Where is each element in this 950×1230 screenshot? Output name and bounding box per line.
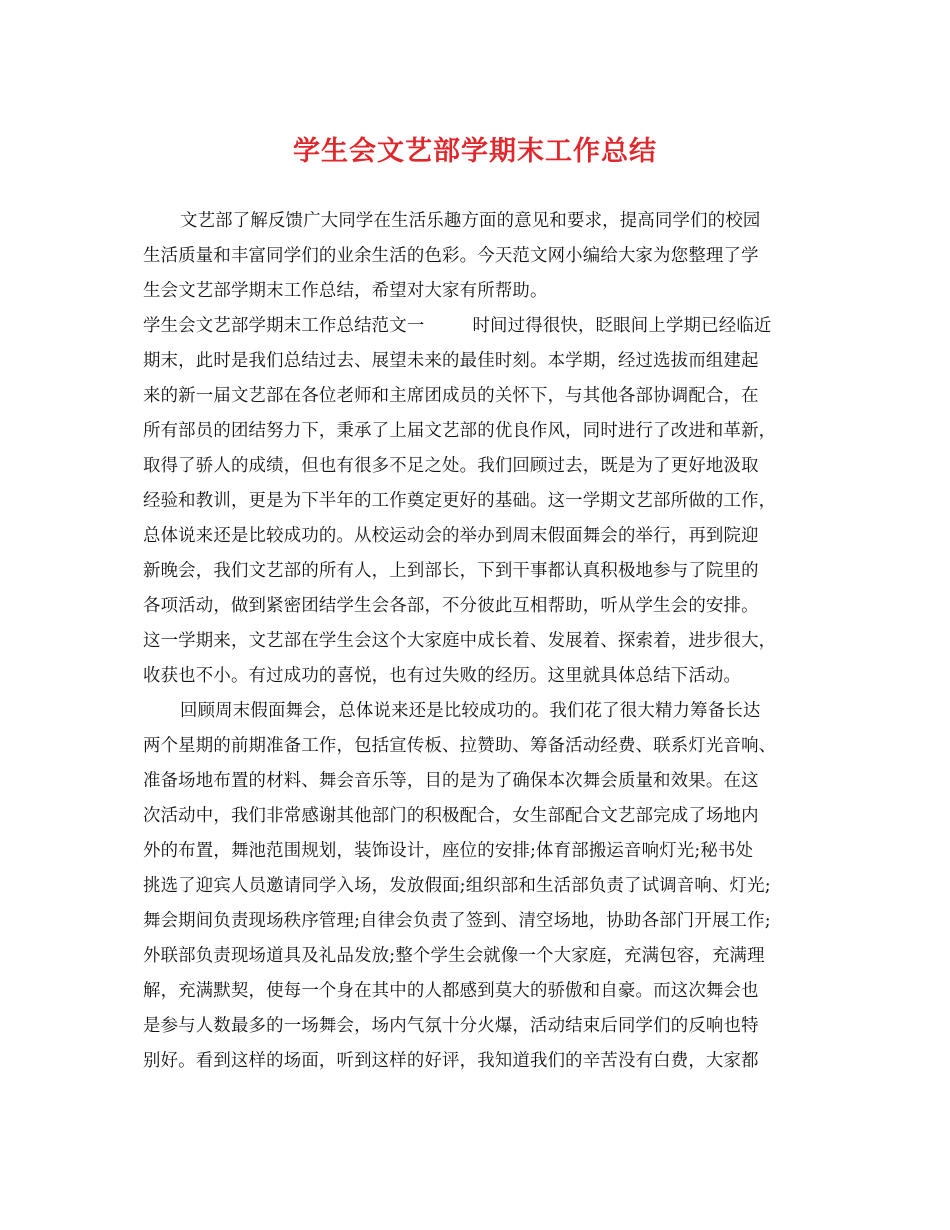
paragraph-line: 生活质量和丰富同学们的业余生活的色彩。今天范文网小编给大家为您整理了学: [143, 246, 759, 266]
paragraph-line: 舞会期间负责现场秩序管理;自律会负责了签到、清空场地，协助各部门开展工作;: [143, 911, 771, 931]
paragraph-line: 所有部员的团结努力下，秉承了上届文艺部的优良作风，同时进行了改进和革新，: [143, 421, 777, 441]
paragraph-line: 新晚会，我们文艺部的所有人，上到部长，下到干事都认真积极地参与了院里的: [143, 561, 759, 581]
paragraph-line: 回顾周末假面舞会，总体说来还是比较成功的。我们花了很大精力筹备长达: [180, 701, 761, 721]
paragraph-line: 取得了骄人的成绩，但也有很多不足之处。我们回顾过去，既是为了更好地汲取: [143, 456, 759, 476]
paragraph-line: 收获也不小。有过成功的喜悦，也有过失败的经历。这里就具体总结下活动。: [143, 666, 742, 686]
paragraph-line: 解，充满默契，使每一个身在其中的人都感到莫大的骄傲和自豪。而这次舞会也: [143, 981, 759, 1001]
paragraph-line: 挑选了迎宾人员邀请同学入场，发放假面;组织部和生活部负责了试调音响、灯光;: [143, 876, 771, 896]
paragraph-line: 各项活动，做到紧密团结学生会各部，不分彼此互相帮助，听从学生会的安排。: [143, 596, 759, 616]
paragraph-line: 总体说来还是比较成功的。从校运动会的举办到周末假面舞会的举行，再到院迎: [143, 526, 759, 546]
paragraph-line: 生会文艺部学期末工作总结，希望对大家有所帮助。: [143, 281, 548, 301]
paragraph-line: 文艺部了解反馈广大同学在生活乐趣方面的意见和要求，提高同学们的校园: [180, 211, 761, 231]
paragraph-line: 准备场地布置的材料、舞会音乐等，目的是为了确保本次舞会质量和效果。在这: [143, 771, 759, 791]
paragraph-line: 次活动中，我们非常感谢其他部门的积极配合，女生部配合文艺部完成了场地内: [143, 806, 759, 826]
section-heading: 学生会文艺部学期末工作总结范文一: [143, 316, 425, 336]
paragraph-line: 别好。看到这样的场面，听到这样的好评，我知道我们的辛苦没有白费，大家都: [143, 1051, 759, 1071]
paragraph-line: 期末，此时是我们总结过去、展望未来的最佳时刻。本学期，经过选拔而组建起: [143, 351, 759, 371]
paragraph-text: 时间过得很快，眨眼间上学期已经临近: [472, 316, 772, 336]
paragraph-line: 是参与人数最多的一场舞会，场内气氛十分火爆，活动结束后同学们的反响也特: [143, 1016, 759, 1036]
paragraph-line: 这一学期来，文艺部在学生会这个大家庭中成长着、发展着、探索着，进步很大，: [143, 631, 777, 651]
paragraph-line: [143, 311, 772, 341]
paragraph-line: 两个星期的前期准备工作，包括宣传板、拉赞助、筹备活动经费、联系灯光音响、: [143, 736, 777, 756]
paragraph-line: 外联部负责现场道具及礼品发放;整个学生会就像一个大家庭，充满包容，充满理: [143, 946, 765, 966]
paragraph-line: 外的布置，舞池范围规划，装饰设计，座位的安排;体育部搬运音响灯光;秘书处: [143, 841, 754, 861]
paragraph-line: 经验和教训，更是为下半年的工作奠定更好的基础。这一学期文艺部所做的工作，: [143, 491, 777, 511]
page-title: 学生会文艺部学期末工作总结: [293, 136, 657, 167]
paragraph-line: 来的新一届文艺部在各位老师和主席团成员的关怀下，与其他各部协调配合，在: [143, 386, 759, 406]
